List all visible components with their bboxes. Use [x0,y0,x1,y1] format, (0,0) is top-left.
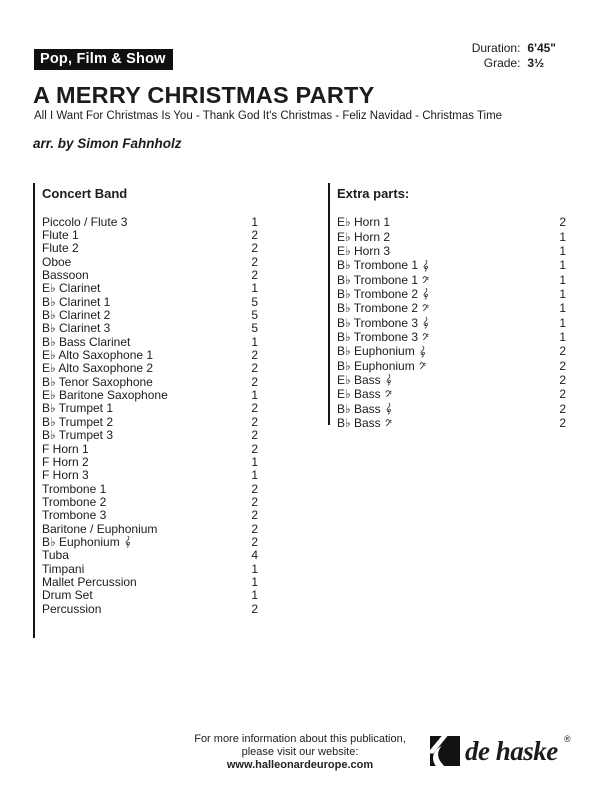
instrument-qty: 2 [251,228,258,243]
instrument-row [337,301,566,315]
instrument-row [337,215,566,229]
instrument-row [337,416,566,430]
instrument-name: Drum Set [42,588,93,603]
instrument-qty: 2 [251,534,258,549]
de-haske-logo [430,734,571,766]
instrument-qty: 1 [251,281,258,296]
instrument-row [42,375,258,388]
instrument-qty: 2 [559,387,566,402]
instrument-qty: 1 [559,229,566,244]
instrument-name: E♭ Clarinet [42,281,101,296]
instrument-row [42,482,258,495]
page-title: A MERRY CHRISTMAS PARTY [33,82,375,108]
instrument-qty: 2 [251,508,258,523]
instrument-qty: 1 [559,315,566,330]
instrument-row [42,242,258,255]
treble-clef-icon [419,345,426,358]
instrument-name: B♭ Trombone 2 [337,301,429,315]
bass-clef-icon [422,273,429,286]
footer-line-1: For more information about this publication, [194,733,406,745]
bass-clef-icon [385,388,392,401]
instrument-name: B♭ Clarinet 1 [42,294,111,309]
instrument-name: E♭ Horn 2 [337,229,391,244]
instrument-row [337,244,566,258]
instrument-name: E♭ Bass [337,373,392,387]
instrument-name: Timpani [42,561,85,576]
bass-clef-icon [419,359,426,372]
treble-clef-icon [422,259,429,272]
instrument-qty: 5 [251,321,258,336]
instrument-qty: 2 [251,414,258,429]
instrument-row [42,575,258,588]
bass-clef-icon [385,416,392,429]
instrument-row [42,388,258,401]
instrument-qty: 2 [559,401,566,416]
instrument-qty: 1 [559,286,566,301]
instrument-name: Baritone / Euphonium [42,521,158,536]
instrument-name: B♭ Clarinet 3 [42,321,111,336]
website-url: www.halleonardeurope.com [226,758,374,771]
instrument-row [42,562,258,575]
instrument-name: B♭ Bass Clarinet [42,334,131,349]
instrument-qty: 4 [251,548,258,563]
instrument-name: B♭ Trombone 2 [337,287,429,301]
instrument-row [337,287,566,301]
duration-value: 6'45" [527,41,556,55]
instrument-qty: 2 [251,348,258,363]
instrument-name: B♭ Trumpet 2 [42,414,114,429]
instrument-name: B♭ Trombone 1 [337,273,429,287]
instrument-qty: 2 [559,415,566,430]
extra-parts-list [337,215,566,430]
instrument-name: Trombone 3 [42,508,107,523]
instrument-qty: 1 [251,334,258,349]
instrument-name: B♭ Euphonium [337,344,426,358]
treble-clef-icon [422,287,429,300]
instrument-row [42,295,258,308]
instrument-name: F Horn 1 [42,441,89,456]
instrument-qty: 1 [559,272,566,287]
instrument-row [337,272,566,286]
instrument-row [42,522,258,535]
de-haske-logo-icon [430,736,460,766]
concert-band-list [42,215,258,615]
instrument-name: Tuba [42,548,69,563]
instrument-qty: 5 [251,308,258,323]
instrument-name: Piccolo / Flute 3 [42,214,128,229]
grade-label: Grade: [483,56,521,70]
instrument-row [337,315,566,329]
medley-subtitle: All I Want For Christmas Is You - Thank God It's Christmas - Feliz Navidad - Christmas Time [34,110,503,122]
instrument-name: Percussion [42,601,102,616]
instrument-qty: 1 [559,329,566,344]
instrument-name: B♭ Tenor Saxophone [42,374,153,389]
instrument-name: Trombone 2 [42,494,107,509]
instrument-qty: 2 [251,401,258,416]
instrument-qty: 1 [559,301,566,316]
instrument-qty: 1 [251,574,258,589]
instrument-qty: 2 [251,241,258,256]
instrument-name: E♭ Alto Saxophone 1 [42,348,154,363]
bass-clef-icon [422,302,429,315]
instrument-name: B♭ Bass [337,402,392,416]
instrument-row [337,373,566,387]
treble-clef-icon [124,535,131,548]
instrument-qty: 1 [251,214,258,229]
instrument-row [42,268,258,281]
instrument-row [337,330,566,344]
instrument-qty: 2 [559,215,566,230]
instrument-row [42,322,258,335]
instrument-name: B♭ Trombone 1 [337,258,429,272]
grade-value: 3½ [527,56,545,70]
instrument-qty: 2 [559,344,566,359]
instrument-name: Trombone 1 [42,481,107,496]
instrument-qty: 1 [559,258,566,273]
instrument-qty: 2 [251,268,258,283]
instrument-row [337,344,566,358]
instrument-row [42,589,258,602]
instrument-row [337,358,566,372]
instrument-qty: 2 [251,441,258,456]
instrument-name: Flute 1 [42,228,79,243]
instrument-name: Flute 2 [42,241,79,256]
instrument-name: E♭ Horn 3 [337,243,391,258]
category-badge: Pop, Film & Show [34,49,173,70]
instrument-name: E♭ Horn 1 [337,215,391,230]
instrument-qty: 2 [251,361,258,376]
instrument-qty: 1 [251,468,258,483]
instrument-row [337,401,566,415]
instrument-name: B♭ Trombone 3 [337,330,429,344]
instrument-name: Bassoon [42,268,89,283]
instrument-name: B♭ Bass [337,416,392,430]
extra-parts-column [328,183,566,430]
instrument-row [42,469,258,482]
instrument-row [42,602,258,615]
instrument-row [42,495,258,508]
instrument-qty: 2 [251,428,258,443]
instrument-qty: 2 [251,374,258,389]
instrument-qty: 2 [251,601,258,616]
duration-label: Duration: [471,41,521,55]
instrument-row [42,215,258,228]
instrument-row [42,509,258,522]
instrument-name: B♭ Trumpet 3 [42,428,114,443]
instrument-name: B♭ Euphonium [337,359,426,373]
instrument-row [42,429,258,442]
instrument-row [42,308,258,321]
instrument-row [42,402,258,415]
instrument-name: E♭ Baritone Saxophone [42,388,168,403]
extra-parts-heading: Extra parts: [337,186,410,201]
instrument-row [42,415,258,428]
instrument-name: B♭ Euphonium [42,535,131,549]
instrument-name: Oboe [42,254,72,269]
footer-line-2: please visit our website: [241,745,359,758]
bass-clef-icon [422,330,429,343]
instrument-qty: 2 [251,494,258,509]
instrument-row [42,549,258,562]
instrument-row [337,387,566,401]
treble-clef-icon [422,316,429,329]
treble-clef-icon [385,373,392,386]
instrument-qty: 1 [251,588,258,603]
arranger-credit: arr. by Simon Fahnholz [33,136,182,151]
instrument-name: B♭ Clarinet 2 [42,308,111,323]
instrument-name: Mallet Percussion [42,574,137,589]
instrument-name: F Horn 2 [42,454,89,469]
instrument-qty: 1 [251,561,258,576]
treble-clef-icon [385,402,392,415]
concert-band-heading: Concert Band [42,186,128,201]
de-haske-logo-text: de haske [465,736,558,766]
instrument-name: E♭ Bass [337,387,392,401]
instrument-qty: 2 [559,358,566,373]
instrument-qty: 1 [251,454,258,469]
instrument-row [42,535,258,548]
instrument-qty: 1 [251,388,258,403]
instrument-qty: 1 [559,243,566,258]
instrument-row [42,228,258,241]
instrument-row [42,282,258,295]
instrument-qty: 2 [251,521,258,536]
instrument-row [42,255,258,268]
instrument-name: E♭ Alto Saxophone 2 [42,361,154,376]
instrument-row [42,348,258,361]
instrument-qty: 2 [251,254,258,269]
instrument-name: B♭ Trumpet 1 [42,401,114,416]
instrument-row [42,335,258,348]
instrument-row [337,258,566,272]
instrument-qty: 5 [251,294,258,309]
meta-block [472,41,556,70]
registered-trademark-icon: ® [564,734,571,744]
instrument-qty: 2 [251,481,258,496]
instrument-row [42,442,258,455]
instrument-name: B♭ Trombone 3 [337,316,429,330]
instrument-row [42,362,258,375]
instrument-qty: 2 [559,372,566,387]
instrument-row [42,455,258,468]
instrument-name: F Horn 3 [42,468,89,483]
instrument-row [337,229,566,243]
concert-band-column [33,183,258,638]
